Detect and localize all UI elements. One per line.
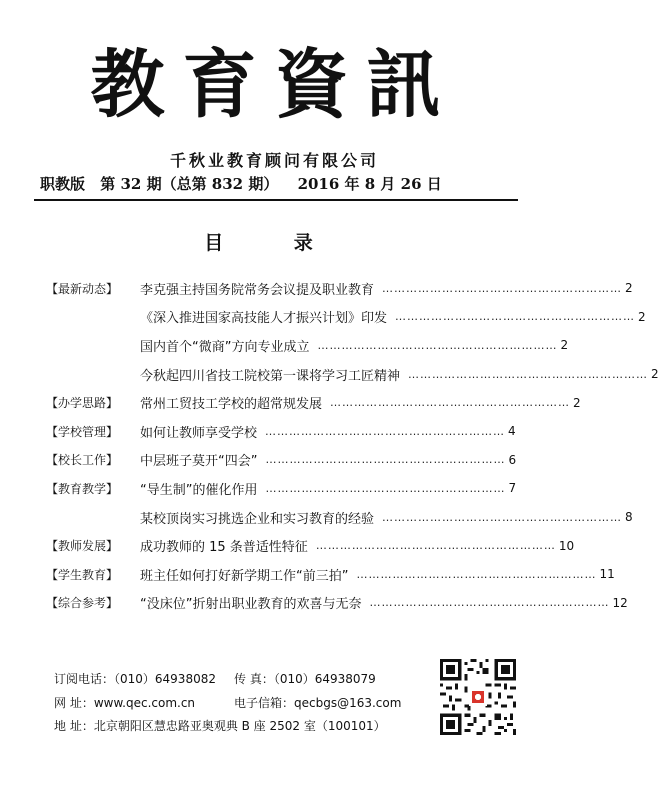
toc-section: 【教育教学】 <box>46 481 119 496</box>
toc-title: 国内首个“微商”方向专业成立 <box>140 339 310 355</box>
toc-leader: …………………………………………………… <box>265 424 506 438</box>
toc-section: 【学校管理】 <box>46 424 119 439</box>
toc-title: 今秋起四川省技工院校第一课将学习工匠精神 <box>140 368 401 384</box>
toc-section: 【学生教育】 <box>46 567 119 582</box>
toc-row[interactable] <box>46 303 646 332</box>
toc-leader: …………………………………………………… <box>408 367 649 381</box>
toc-title: 班主任如何打好新学期工作“前三拍” <box>140 568 349 584</box>
issue-number: 第 32 期（总第 832 期） <box>100 175 279 193</box>
toc-title: 如何让教师享受学校 <box>140 425 258 441</box>
toc-section: 【校长工作】 <box>46 453 119 468</box>
toc-page: 4 <box>508 424 516 439</box>
fax-number: 传 真：（010）64938079 <box>234 672 376 686</box>
toc-title: 成功教师的 15 条普适性特征 <box>140 540 308 556</box>
toc-section: 【办学思路】 <box>46 396 119 411</box>
company-name: 千秋业教育顾问有限公司 <box>169 151 379 170</box>
toc-leader: …………………………………………………… <box>382 510 623 524</box>
toc-page: 12 <box>612 595 628 610</box>
toc-page: 6 <box>508 452 517 467</box>
toc-page: 2 <box>560 338 569 353</box>
toc-row[interactable] <box>46 331 569 360</box>
email-link[interactable]: 电子信箱：qecbgs@163.com <box>234 695 402 710</box>
toc-page: 2 <box>651 367 659 382</box>
toc-row[interactable] <box>46 474 517 503</box>
toc-section: 【综合参考】 <box>46 596 119 611</box>
toc-title: 常州工贸技工学校的超常规发展 <box>140 397 323 413</box>
website-link[interactable]: 网 址：www.qec.com.cn <box>54 695 196 710</box>
toc-title: 中层班子莫开“四会” <box>140 454 258 470</box>
toc-row[interactable] <box>46 531 575 560</box>
toc-page: 2 <box>625 281 633 296</box>
toc-row[interactable] <box>46 388 581 417</box>
toc-row[interactable] <box>46 360 659 389</box>
toc-leader: …………………………………………………… <box>369 596 610 610</box>
divider <box>34 199 518 201</box>
toc-leader: …………………………………………………… <box>265 453 506 467</box>
toc-leader: …………………………………………………… <box>317 338 558 352</box>
toc-page: 10 <box>558 538 575 553</box>
toc-page: 11 <box>599 567 615 582</box>
toc-leader: …………………………………………………… <box>315 539 556 553</box>
toc-title: “导生制”的催化作用 <box>140 482 258 498</box>
toc-section: 【最新动态】 <box>46 281 119 296</box>
table-of-contents <box>46 274 659 617</box>
toc-leader: …………………………………………………… <box>265 481 506 495</box>
toc-title: 《深入推进国家高技能人才振兴计划》印发 <box>140 311 388 327</box>
toc-leader: …………………………………………………… <box>330 396 571 410</box>
toc-page: 7 <box>508 481 517 496</box>
toc-heading: 目 录 <box>204 232 345 254</box>
issue-line <box>40 173 518 194</box>
qr-code[interactable] <box>440 659 516 735</box>
toc-page: 2 <box>638 309 646 324</box>
toc-row[interactable] <box>46 560 615 589</box>
toc-row[interactable] <box>46 417 516 446</box>
issue-date: 2016 年 8 月 26 日 <box>297 175 442 193</box>
contact-footer <box>54 668 402 739</box>
toc-page: 2 <box>573 395 581 410</box>
toc-title: “没床位”折射出职业教育的欢喜与无奈 <box>140 597 362 613</box>
edition-label: 职教版 <box>40 175 86 193</box>
toc-row[interactable] <box>46 274 633 303</box>
masthead-title: 教育資訊 <box>90 42 459 128</box>
toc-title: 某校顶岗实习挑选企业和实习教育的经验 <box>140 511 375 527</box>
toc-leader: …………………………………………………… <box>382 281 623 295</box>
postal-address: 地 址：北京朝阳区慧忠路亚奥观典 B 座 2502 室（100101） <box>54 719 386 733</box>
toc-leader: …………………………………………………… <box>356 567 597 581</box>
toc-title: 李克强主持国务院常务会议提及职业教育 <box>140 282 375 298</box>
toc-page: 8 <box>625 510 633 525</box>
toc-row[interactable] <box>46 503 633 532</box>
toc-section: 【教师发展】 <box>46 539 119 554</box>
toc-leader: …………………………………………………… <box>395 310 636 324</box>
toc-row[interactable] <box>46 589 628 618</box>
toc-row[interactable] <box>46 446 517 475</box>
subscription-phone: 订阅电话：（010）64938082 <box>54 672 216 686</box>
